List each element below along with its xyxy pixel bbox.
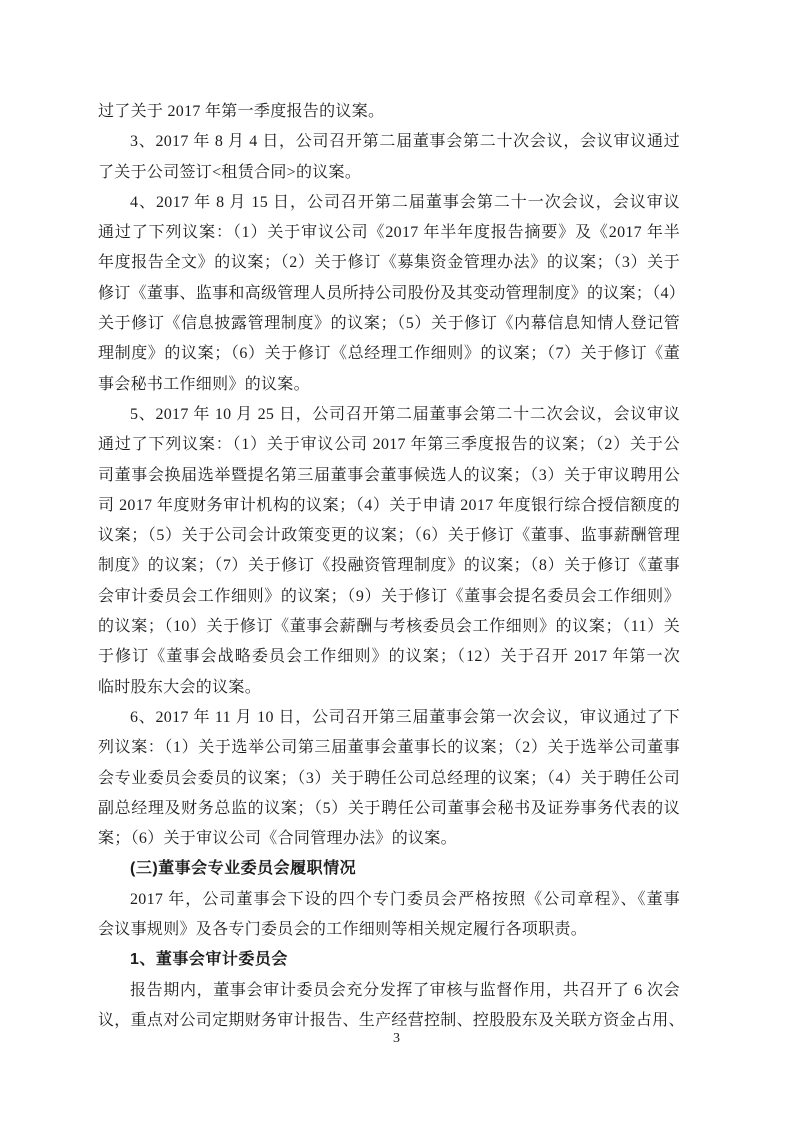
text-line: 议案；（5）关于公司会计政策变更的议案；（6）关于修订《董事、监事薪酬管理	[98, 527, 680, 545]
text-line: 报告期内，董事会审计委员会充分发挥了审核与监督作用，共召开了 6 次会	[130, 981, 680, 999]
text-line: 会议事规则》及各专门委员会的工作细则等相关规定履行各项职责。	[98, 921, 588, 939]
page-number: 3	[393, 1031, 400, 1046]
heading-line: (三)董事会专业委员会履职情况	[130, 860, 357, 878]
text-line: 制度》的议案；（7）关于修订《投融资管理制度》的议案；（8）关于修订《董事	[98, 557, 680, 575]
text-line: 案；（6）关于审议公司《合同管理办法》的议案。	[98, 830, 457, 848]
text-line: 6、2017 年 11 月 10 日，公司召开第三届董事会第一次会议，审议通过了下	[130, 708, 680, 726]
text-line: 了关于公司签订<租赁合同>的议案。	[98, 163, 362, 181]
document-body	[98, 97, 686, 1036]
text-line: 临时股东大会的议案。	[98, 678, 262, 696]
text-line: 通过了下列议案：（1）关于审议公司 2017 年第三季度报告的议案；（2）关于公	[98, 436, 680, 454]
text-line: 司 2017 年度财务审计机构的议案；（4）关于申请 2017 年度银行综合授信额度的	[98, 496, 680, 514]
text-line: 事会秘书工作细则》的议案。	[98, 375, 310, 393]
text-line: 列议案：（1）关于选举公司第三届董事会董事长的议案；（2）关于选举公司董事	[98, 739, 680, 757]
text-line: 于修订《董事会战略委员会工作细则》的议案；（12）关于召开 2017 年第一次	[98, 648, 680, 666]
text-line: 2017 年，公司董事会下设的四个专门委员会严格按照《公司章程》、《董事	[130, 890, 680, 908]
text-line: 理制度》的议案；（6）关于修订《总经理工作细则》的议案；（7）关于修订《董	[98, 345, 680, 363]
text-line: 4、2017 年 8 月 15 日，公司召开第二届董事会第二十一次会议，会议审议	[130, 193, 680, 211]
text-line: 司董事会换届选举暨提名第三届董事会董事候选人的议案；（3）关于审议聘用公	[98, 466, 680, 484]
text-line: 3、2017 年 8 月 4 日，公司召开第二届董事会第二十次会议，会议审议通过	[130, 133, 680, 151]
text-line: 修订《董事、监事和高级管理人员所持公司股份及其变动管理制度》的议案；（4）	[98, 284, 686, 302]
text-line: 会审计委员会工作细则》的议案；（9）关于修订《董事会提名委员会工作细则》	[98, 587, 680, 605]
text-line: 过了关于 2017 年第一季度报告的议案。	[98, 103, 385, 120]
text-line: 副总经理及财务总监的议案；（5）关于聘任公司董事会秘书及证券事务代表的议	[98, 799, 680, 817]
text-line: 的议案；（10）关于修订《董事会薪酬与考核委员会工作细则》的议案；（11）关	[98, 618, 680, 636]
text-line: 通过了下列议案：（1）关于审议公司《2017 年半年度报告摘要》及《2017 年半	[98, 224, 680, 242]
text-line: 会专业委员会委员的议案；（3）关于聘任公司总经理的议案；（4）关于聘任公司	[98, 769, 680, 787]
text-line: 关于修订《信息披露管理制度》的议案；（5）关于修订《内幕信息知情人登记管	[98, 315, 680, 333]
text-line: 议，重点对公司定期财务审计报告、生产经营控制、控股股东及关联方资金占用、	[98, 1011, 685, 1029]
text-line: 年度报告全文》的议案；（2）关于修订《募集资金管理办法》的议案；（3）关于	[98, 254, 680, 272]
heading-line: 1、董事会审计委员会	[130, 951, 288, 969]
text-line: 5、2017 年 10 月 25 日，公司召开第二届董事会第二十二次会议，会议审议	[130, 405, 680, 423]
